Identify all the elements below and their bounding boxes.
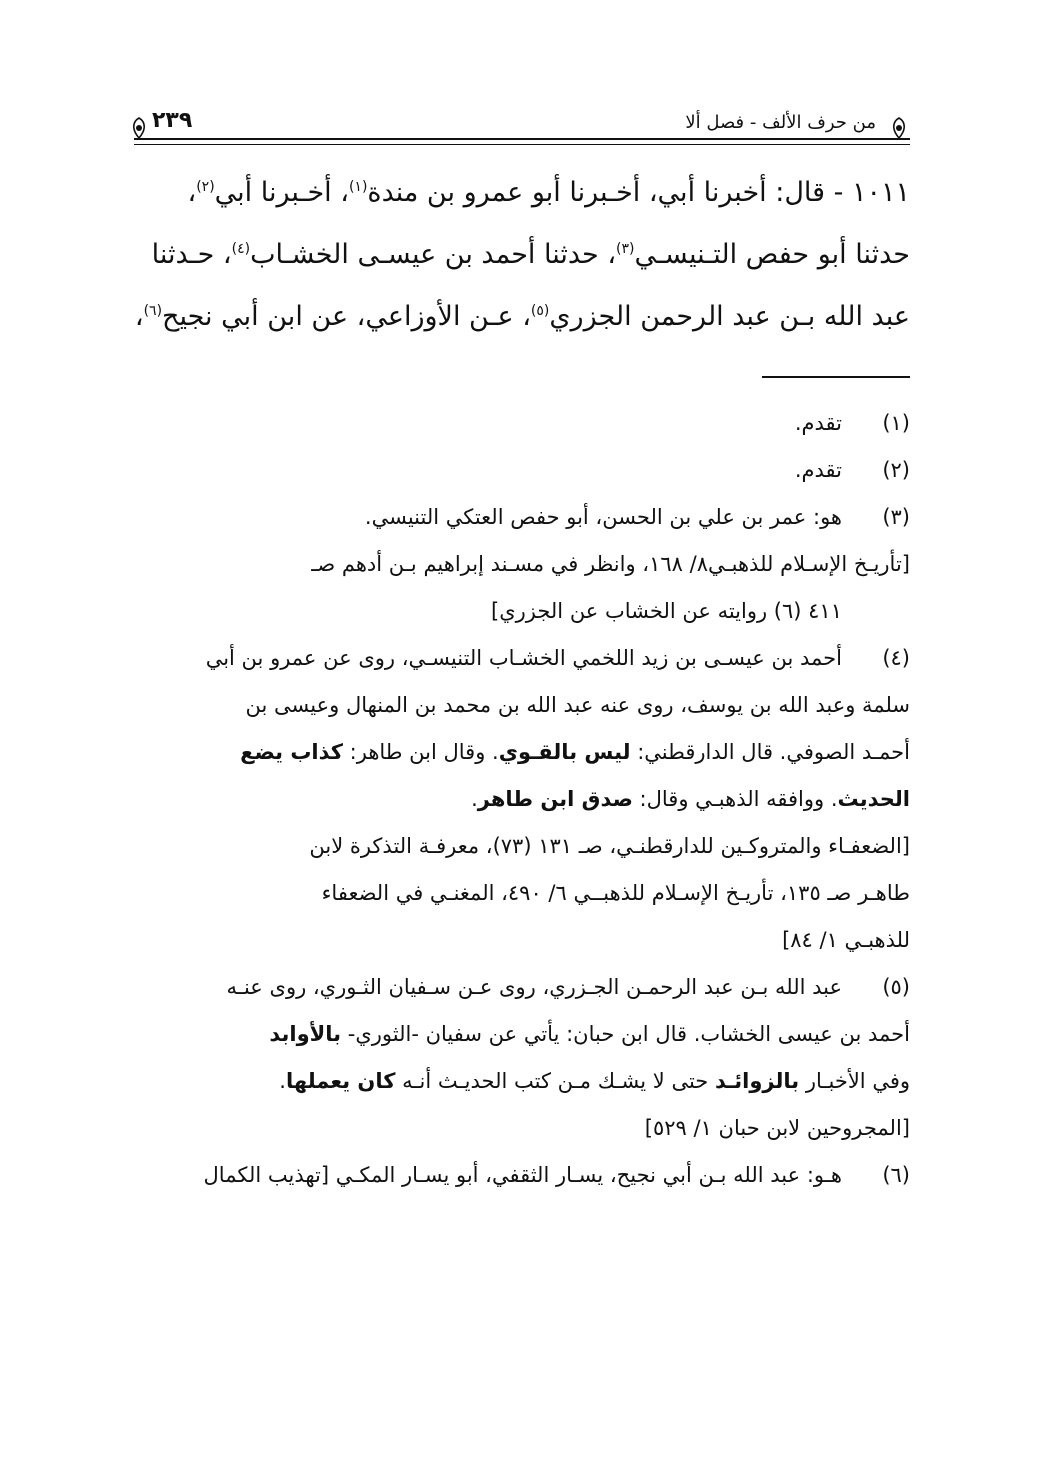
header-rule bbox=[134, 138, 910, 145]
footnote-number: (٦) bbox=[882, 1163, 910, 1187]
footnote-text: وفي الأخبـار بالزوائـد حتى لا يشـك مـن كتب الحديـث أنـه كان يعملها. bbox=[279, 1069, 910, 1093]
footnote-4 bbox=[134, 635, 910, 964]
footnote-reference: [المجروحين لابن حبان ١/ ٥٢٩] bbox=[644, 1116, 910, 1140]
footnote-text: تقدم. bbox=[794, 411, 842, 435]
footnote-text: تقدم. bbox=[794, 458, 842, 482]
chapter-title: من حرف الألف - فصل ألا bbox=[685, 112, 876, 133]
ornament-right-icon bbox=[888, 116, 910, 140]
footnote-number: (٤) bbox=[882, 646, 910, 670]
ornament-left-icon bbox=[128, 116, 150, 140]
footnote-separator bbox=[762, 376, 910, 378]
main-line: ١٠١١ - قال: أخبرنا أبي، أخـبرنا أبو عمرو بن مندة$^{(١)}$، أخـبرنا أبي$^{(٢)}$، bbox=[187, 177, 910, 208]
footnote-text: الحديث. ووافقه الذهبـي وقال: صدق ابن طاهر. bbox=[471, 787, 910, 811]
footnote-number: (٢) bbox=[882, 458, 910, 482]
footnote-reference: ٤١١ (٦) روايته عن الخشاب عن الجزري] bbox=[491, 599, 842, 623]
footnote-ref: (٥) bbox=[530, 303, 550, 319]
footnote-reference: [الضعفـاء والمتروكـين للدارقطنـي، صـ ١٣١ (٧٣)، معرفـة التذكرة لابن bbox=[309, 834, 910, 858]
footnote-ref: (١) bbox=[348, 179, 368, 195]
footnote-text: عبد الله بـن عبد الرحمـن الجـزري، روى عـن سـفيان الثـوري، روى عنـه bbox=[226, 975, 842, 999]
footnote-ref: (٦) bbox=[143, 303, 163, 319]
footnote-text: هـو: عبد الله بـن أبي نجيح، يسـار الثقفي، أبو يسـار المكـي [تهذيب الكمال bbox=[203, 1163, 842, 1187]
footnote-reference: [تأريـخ الإسـلام للذهبـي٨/ ١٦٨، وانظر في مسـند إبراهيم بـن أدهم صـ bbox=[311, 552, 910, 576]
footnote-number: (١) bbox=[882, 411, 910, 435]
footnote-2 bbox=[134, 447, 910, 494]
main-line: حدثنا أبو حفص التـنيسـي$^{(٣)}$، حدثنا أحمد بن عيسـى الخشـاب$^{(٤)}$، حـدثنا bbox=[151, 239, 910, 270]
footnote-5 bbox=[134, 964, 910, 1152]
running-header bbox=[134, 104, 910, 144]
footnotes bbox=[134, 400, 910, 1199]
footnote-text: أحمد بن عيسى الخشاب. قال ابن حبان: يأتي عن سفيان -الثوري- بالأوابد bbox=[269, 1022, 910, 1046]
footnote-1 bbox=[134, 400, 910, 447]
footnote-reference: للذهبـي ١/ ٨٤] bbox=[782, 928, 910, 952]
footnote-3 bbox=[134, 494, 910, 635]
footnote-ref: (٤) bbox=[231, 241, 251, 257]
footnote-6 bbox=[134, 1152, 910, 1199]
footnote-ref: (٢) bbox=[196, 179, 215, 195]
footnote-text: سلمة وعبد الله بن يوسف، روى عنه عبد الله بن محمد بن المنهال وعيسى بن bbox=[245, 693, 910, 717]
footnote-reference: طاهـر صـ ١٣٥، تأريـخ الإسـلام للذهبــي ٦/ ٤٩٠، المغنـي في الضعفاء bbox=[321, 881, 910, 905]
footnote-text: أحمد بن عيسـى بن زيد اللخمي الخشـاب التنيسـي، روى عن عمرو بن أبي bbox=[205, 646, 842, 670]
footnote-text: هو: عمر بن علي بن الحسن، أبو حفص العتكي التنيسي. bbox=[364, 505, 842, 529]
footnote-ref: (٣) bbox=[616, 241, 635, 257]
footnote-number: (٥) bbox=[882, 975, 910, 999]
main-text bbox=[134, 162, 910, 348]
footnote-number: (٣) bbox=[882, 505, 910, 529]
main-line: عبد الله بـن عبد الرحمن الجزري$^{(٥)}$، عـن الأوزاعي، عن ابن أبي نجيح$^{(٦)}$، bbox=[134, 301, 910, 332]
page-number: ٢٣٩ bbox=[152, 108, 193, 133]
footnote-text: أحمـد الصوفي. قال الدارقطني: ليس بالقـوي. وقال ابن طاهر: كذاب يضع bbox=[240, 740, 910, 764]
